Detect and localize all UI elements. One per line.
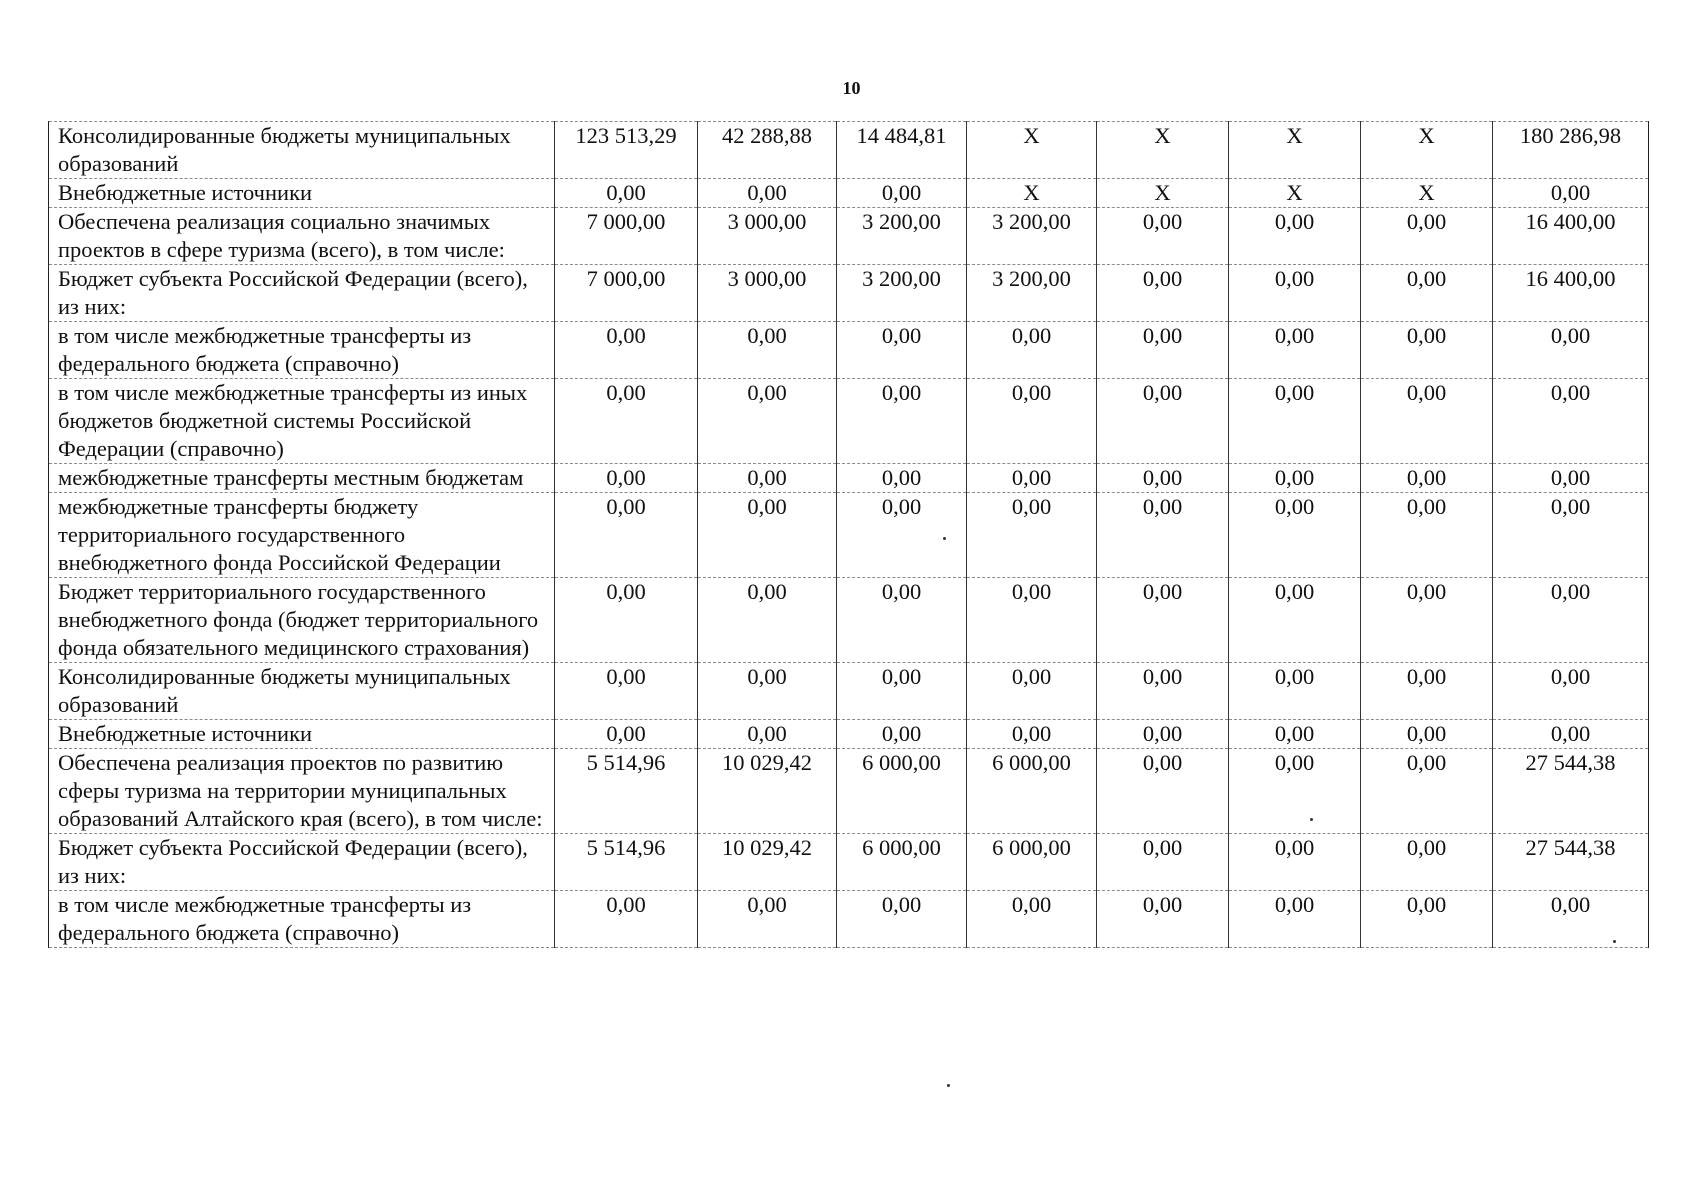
value-cell: 0,00	[698, 179, 837, 208]
page-number: 10	[842, 78, 861, 98]
row-label: межбюджетные трансферты местным бюджетам	[49, 464, 555, 493]
value-cell: 0,00	[1361, 379, 1493, 464]
value-cell: 0,00	[1493, 720, 1649, 749]
value-cell: 0,00	[967, 720, 1097, 749]
value-cell: 0,00	[698, 720, 837, 749]
value-cell: 0,00	[967, 493, 1097, 578]
value-cell: 3 000,00	[698, 208, 837, 265]
value-cell: 0,00	[1493, 322, 1649, 379]
value-cell: 0,00	[1229, 493, 1361, 578]
value-cell: 0,00	[1097, 265, 1229, 322]
table-row	[49, 578, 1649, 663]
value-cell: 0,00	[1229, 663, 1361, 720]
scan-speck	[1310, 818, 1313, 821]
row-label: Бюджет субъекта Российской Федерации (всего), из них:	[49, 834, 555, 891]
value-cell: 0,00	[1229, 749, 1361, 834]
value-cell: 0,00	[967, 322, 1097, 379]
scan-speck	[947, 1084, 950, 1087]
table-row	[49, 322, 1649, 379]
value-cell: 0,00	[1361, 578, 1493, 663]
value-cell: 0,00	[837, 578, 967, 663]
value-cell: 7 000,00	[555, 265, 698, 322]
value-cell: 3 200,00	[837, 265, 967, 322]
value-cell: 0,00	[1229, 322, 1361, 379]
scan-speck	[1613, 940, 1616, 943]
value-cell: 3 200,00	[967, 265, 1097, 322]
table-row	[49, 834, 1649, 891]
value-cell: 0,00	[698, 578, 837, 663]
table-row	[49, 179, 1649, 208]
value-cell: 27 544,38	[1493, 749, 1649, 834]
value-cell: 0,00	[1097, 322, 1229, 379]
value-cell: 0,00	[1229, 720, 1361, 749]
value-cell: 0,00	[698, 379, 837, 464]
value-cell: 5 514,96	[555, 834, 698, 891]
value-cell: X	[1229, 122, 1361, 179]
value-cell: 6 000,00	[837, 834, 967, 891]
value-cell: 0,00	[837, 891, 967, 948]
row-label: в том числе межбюджетные трансферты из федерального бюджета (справочно)	[49, 891, 555, 948]
table-row	[49, 891, 1649, 948]
row-label: межбюджетные трансферты бюджету территориального государственного внебюджетного фонда Российской Федерации	[49, 493, 555, 578]
scan-speck	[943, 537, 946, 540]
value-cell: X	[1361, 122, 1493, 179]
table-row	[49, 208, 1649, 265]
value-cell: 6 000,00	[967, 834, 1097, 891]
value-cell: 0,00	[555, 464, 698, 493]
value-cell: 0,00	[1229, 578, 1361, 663]
value-cell: 0,00	[1361, 265, 1493, 322]
value-cell: 0,00	[1493, 179, 1649, 208]
value-cell: 0,00	[967, 379, 1097, 464]
row-label: Бюджет субъекта Российской Федерации (всего), из них:	[49, 265, 555, 322]
table-row	[49, 265, 1649, 322]
table-row	[49, 379, 1649, 464]
value-cell: 180 286,98	[1493, 122, 1649, 179]
value-cell: 0,00	[1229, 834, 1361, 891]
row-label: Обеспечена реализация проектов по развитию сферы туризма на территории муниципальных образований Алтайского края (всего), в том числе:	[49, 749, 555, 834]
value-cell: X	[967, 179, 1097, 208]
value-cell: 0,00	[1097, 379, 1229, 464]
table-row	[49, 493, 1649, 578]
table-row	[49, 749, 1649, 834]
value-cell: 3 200,00	[837, 208, 967, 265]
value-cell: 7 000,00	[555, 208, 698, 265]
value-cell: 0,00	[555, 493, 698, 578]
table-row	[49, 720, 1649, 749]
value-cell: 0,00	[1493, 464, 1649, 493]
value-cell: 0,00	[1229, 379, 1361, 464]
value-cell: X	[1097, 179, 1229, 208]
value-cell: X	[1229, 179, 1361, 208]
value-cell: 0,00	[698, 322, 837, 379]
value-cell: 0,00	[1229, 265, 1361, 322]
value-cell: 0,00	[1361, 834, 1493, 891]
value-cell: 0,00	[698, 663, 837, 720]
value-cell: 0,00	[967, 891, 1097, 948]
value-cell: 0,00	[1361, 663, 1493, 720]
table-body	[49, 122, 1649, 948]
value-cell: 10 029,42	[698, 834, 837, 891]
value-cell: 0,00	[1493, 663, 1649, 720]
value-cell: 6 000,00	[967, 749, 1097, 834]
table-row	[49, 464, 1649, 493]
table-row	[49, 122, 1649, 179]
value-cell: 0,00	[555, 891, 698, 948]
value-cell: 0,00	[555, 663, 698, 720]
value-cell: 0,00	[698, 464, 837, 493]
table-row	[49, 663, 1649, 720]
value-cell: 0,00	[1493, 891, 1649, 948]
row-label: в том числе межбюджетные трансферты из федерального бюджета (справочно)	[49, 322, 555, 379]
value-cell: 0,00	[1229, 464, 1361, 493]
value-cell: X	[967, 122, 1097, 179]
value-cell: 6 000,00	[837, 749, 967, 834]
value-cell: 0,00	[1361, 493, 1493, 578]
value-cell: 0,00	[837, 379, 967, 464]
value-cell: 0,00	[1229, 891, 1361, 948]
value-cell: 0,00	[837, 663, 967, 720]
value-cell: 0,00	[1361, 749, 1493, 834]
row-label: Внебюджетные источники	[49, 720, 555, 749]
value-cell: 0,00	[1097, 578, 1229, 663]
value-cell: 0,00	[555, 379, 698, 464]
value-cell: 0,00	[1097, 663, 1229, 720]
value-cell: 0,00	[698, 493, 837, 578]
value-cell: 0,00	[1097, 720, 1229, 749]
value-cell: 0,00	[1097, 493, 1229, 578]
value-cell: 0,00	[1097, 891, 1229, 948]
value-cell: 42 288,88	[698, 122, 837, 179]
value-cell: 0,00	[1097, 749, 1229, 834]
row-label: в том числе межбюджетные трансферты из иных бюджетов бюджетной системы Российской Федерации (справочно)	[49, 379, 555, 464]
row-label: Бюджет территориального государственного внебюджетного фонда (бюджет территориального фонда обязательного медицинского страхования)	[49, 578, 555, 663]
value-cell: 3 200,00	[967, 208, 1097, 265]
value-cell: 0,00	[1493, 493, 1649, 578]
value-cell: 0,00	[837, 179, 967, 208]
value-cell: 0,00	[555, 322, 698, 379]
value-cell: 3 000,00	[698, 265, 837, 322]
row-label: Консолидированные бюджеты муниципальных образований	[49, 122, 555, 179]
value-cell: 0,00	[837, 720, 967, 749]
value-cell: 10 029,42	[698, 749, 837, 834]
value-cell: 16 400,00	[1493, 208, 1649, 265]
row-label: Обеспечена реализация социально значимых проектов в сфере туризма (всего), в том числе:	[49, 208, 555, 265]
value-cell: 0,00	[837, 322, 967, 379]
value-cell: 0,00	[1361, 464, 1493, 493]
value-cell: 27 544,38	[1493, 834, 1649, 891]
value-cell: 123 513,29	[555, 122, 698, 179]
value-cell: 0,00	[1493, 379, 1649, 464]
value-cell: 0,00	[698, 891, 837, 948]
value-cell: X	[1361, 179, 1493, 208]
row-label: Консолидированные бюджеты муниципальных образований	[49, 663, 555, 720]
value-cell: 0,00	[1361, 720, 1493, 749]
value-cell: X	[1097, 122, 1229, 179]
value-cell: 0,00	[1493, 578, 1649, 663]
value-cell: 0,00	[967, 464, 1097, 493]
value-cell: 0,00	[967, 663, 1097, 720]
row-label: Внебюджетные источники	[49, 179, 555, 208]
value-cell: 0,00	[1361, 322, 1493, 379]
value-cell: 0,00	[555, 179, 698, 208]
budget-table	[48, 121, 1649, 948]
value-cell: 0,00	[967, 578, 1097, 663]
value-cell: 0,00	[555, 578, 698, 663]
value-cell: 0,00	[555, 720, 698, 749]
value-cell: 5 514,96	[555, 749, 698, 834]
value-cell: 14 484,81	[837, 122, 967, 179]
value-cell: 0,00	[1097, 834, 1229, 891]
value-cell: 16 400,00	[1493, 265, 1649, 322]
value-cell: 0,00	[1361, 891, 1493, 948]
value-cell: 0,00	[1361, 208, 1493, 265]
value-cell: 0,00	[1097, 464, 1229, 493]
value-cell: 0,00	[837, 464, 967, 493]
value-cell: 0,00	[1097, 208, 1229, 265]
value-cell: 0,00	[837, 493, 967, 578]
value-cell: 0,00	[1229, 208, 1361, 265]
